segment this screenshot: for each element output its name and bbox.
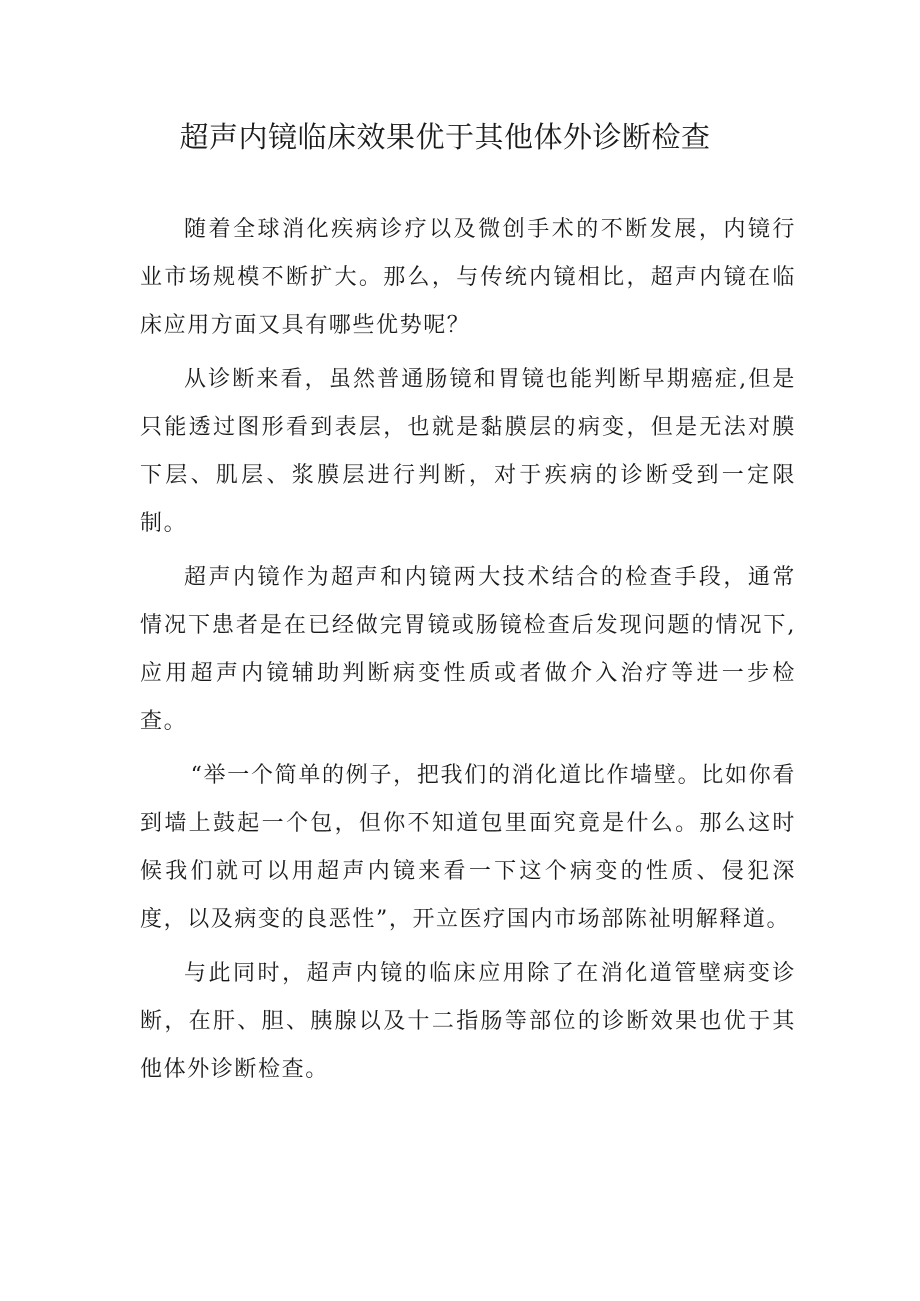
paragraph-4-quote: “举一个简单的例子，把我们的消化道比作墙壁。比如你看到墙上鼓起一个包，但你不知道包里面究竟是什么。那么这时候我们就可以用超声内镜来看一下这个病变的性质、侵犯深度，以及病变的良恶性”，开立医疗国内市场部陈祉明解释道。 bbox=[140, 763, 796, 932]
paragraph-1: 随着全球消化疾病诊疗以及微创手术的不断发展，内镜行业市场规模不断扩大。那么，与传统内镜相比，超声内镜在临床应用方面又具有哪些优势呢？ bbox=[140, 217, 796, 338]
document-body bbox=[140, 206, 796, 1100]
document-title: 超声内镜临床效果优于其他体外诊断检查 bbox=[179, 120, 711, 154]
paragraph-5: 与此同时，超声内镜的临床应用除了在消化道管壁病变诊断，在肝、胆、胰腺以及十二指肠等部位的诊断效果也优于其他体外诊断检查。 bbox=[140, 961, 796, 1082]
paragraph-2: 从诊断来看，虽然普通肠镜和胃镜也能判断早期癌症,但是只能透过图形看到表层，也就是黏膜层的病变，但是无法对膜下层、肌层、浆膜层进行判断，对于疾病的诊断受到一定限制。 bbox=[140, 367, 796, 536]
paragraph-3: 超声内镜作为超声和内镜两大技术结合的检查手段，通常情况下患者是在已经做完胃镜或肠镜检查后发现问题的情况下,应用超声内镜辅助判断病变性质或者做介入治疗等进一步检查。 bbox=[140, 565, 796, 734]
